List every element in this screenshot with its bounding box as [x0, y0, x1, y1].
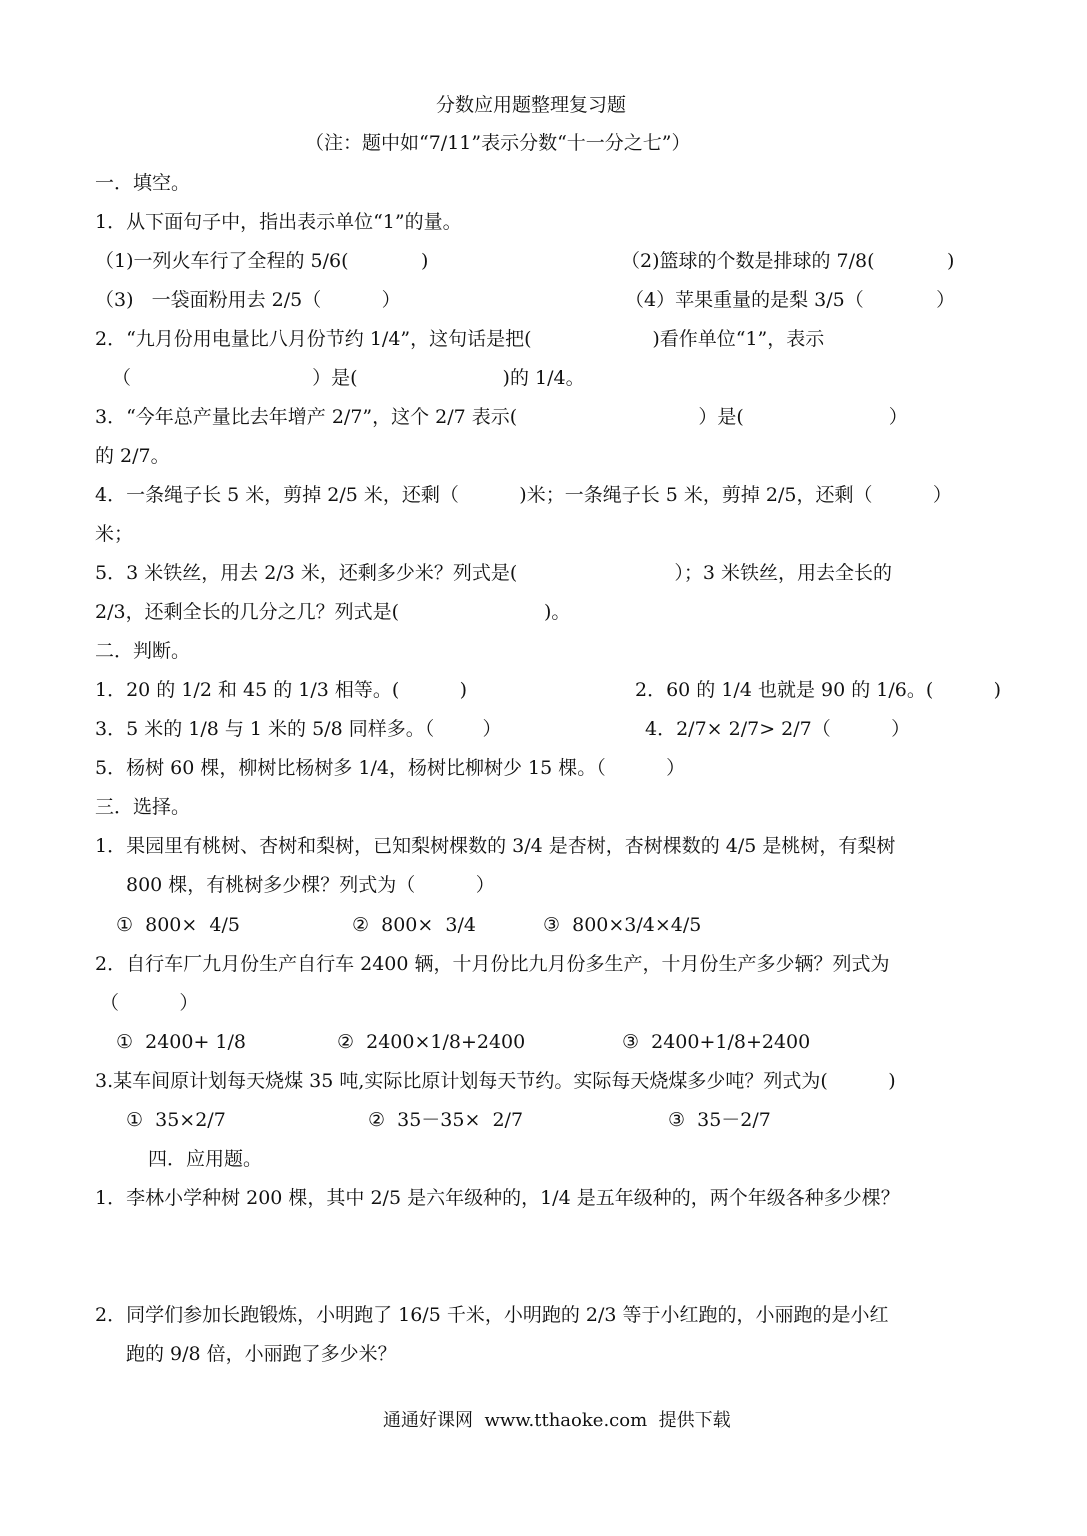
- section-heading-fill-blank: 一．填空。: [95, 172, 191, 194]
- choice-option: ① 2400+ 1/8: [116, 1031, 247, 1053]
- question-text: 3．“今年总产量比去年增产 2/7”，这个 2/7 表示( ）是( ）: [95, 406, 908, 428]
- question-text: 4．一条绳子长 5 米，剪掉 2/5 米，还剩（ )米；一条绳子长 5 米，剪掉 2/5，还剩（ ）: [95, 484, 952, 506]
- choice-option: ② 35－35× 2/7: [368, 1109, 524, 1131]
- question-text: 800 棵，有桃树多少棵？列式为（ ）: [126, 874, 495, 896]
- question-text: 1．李林小学种树 200 棵，其中 2/5 是六年级种的，1/4 是五年级种的，两个年级各种多少棵？: [95, 1187, 900, 1209]
- page-footer: 通通好课网 www.tthaoke.com 提供下载: [383, 1410, 731, 1431]
- question-item: （4）苹果重量的是梨 3/5（ ）: [625, 289, 956, 311]
- choice-option: ③ 2400+1/8+2400: [622, 1031, 811, 1053]
- question-text: 1．从下面句子中，指出表示单位“1”的量。: [95, 211, 462, 233]
- section-heading-judge: 二．判断。: [95, 640, 191, 662]
- question-item: 5．杨树 60 棵，柳树比杨树多 1/4，杨树比柳树少 15 棵。（ ）: [95, 757, 686, 779]
- section-heading-choice: 三．选择。: [95, 796, 191, 818]
- question-text: 2．自行车厂九月份生产自行车 2400 辆，十月份比九月份多生产，十月份生产多少辆？列式为: [95, 953, 890, 975]
- question-item: （3) 一袋面粉用去 2/5（ ）: [95, 289, 401, 311]
- question-text: 的 2/7。: [95, 445, 170, 467]
- choice-option: ③ 35－2/7: [668, 1109, 771, 1131]
- question-item: （2)篮球的个数是排球的 7/8( ): [621, 250, 955, 272]
- question-item: （1)一列火车行了全程的 5/6( ): [95, 250, 429, 272]
- question-text: 2．“九月份用电量比八月份节约 1/4”，这句话是把( )看作单位“1”，表示: [95, 328, 825, 350]
- question-text: （ ）是( )的 1/4。: [112, 367, 585, 389]
- question-item: 3．5 米的 1/8 与 1 米的 5/8 同样多。（ ）: [95, 718, 502, 740]
- choice-option: ① 800× 4/5: [116, 914, 240, 936]
- section-heading-application: 四．应用题。: [148, 1148, 263, 1170]
- page-title: 分数应用题整理复习题: [436, 94, 627, 116]
- page-note: （注：题中如“7/11”表示分数“十一分之七”）: [305, 132, 691, 154]
- question-text: 米；: [95, 523, 134, 545]
- question-item: 4．2/7× 2/7> 2/7（ ）: [645, 718, 911, 740]
- question-text: （ ）: [100, 992, 199, 1014]
- choice-option: ② 800× 3/4: [352, 914, 476, 936]
- choice-option: ③ 800×3/4×4/5: [543, 914, 702, 936]
- question-text: 2．同学们参加长跑锻炼，小明跑了 16/5 千米，小明跑的 2/3 等于小红跑的，小丽跑的是小红: [95, 1304, 889, 1326]
- question-text: 跑的 9/8 倍，小丽跑了多少米？: [126, 1343, 397, 1365]
- question-text: 5．3 米铁丝，用去 2/3 米，还剩多少米？列式是( ）；3 米铁丝，用去全长的: [95, 562, 892, 584]
- question-text: 2/3，还剩全长的几分之几？列式是( )。: [95, 601, 571, 623]
- question-text: 1．果园里有桃树、杏树和梨树，已知梨树棵数的 3/4 是杏树，杏树棵数的 4/5 是桃树，有梨树: [95, 835, 896, 857]
- question-text: 3.某车间原计划每天烧煤 35 吨,实际比原计划每天节约。实际每天烧煤多少吨？列式为( ): [95, 1070, 896, 1092]
- question-item: 1．20 的 1/2 和 45 的 1/3 相等。( ): [95, 679, 468, 701]
- choice-option: ① 35×2/7: [126, 1109, 226, 1131]
- question-item: 2．60 的 1/4 也就是 90 的 1/6。( ): [635, 679, 1002, 701]
- choice-option: ② 2400×1/8+2400: [337, 1031, 526, 1053]
